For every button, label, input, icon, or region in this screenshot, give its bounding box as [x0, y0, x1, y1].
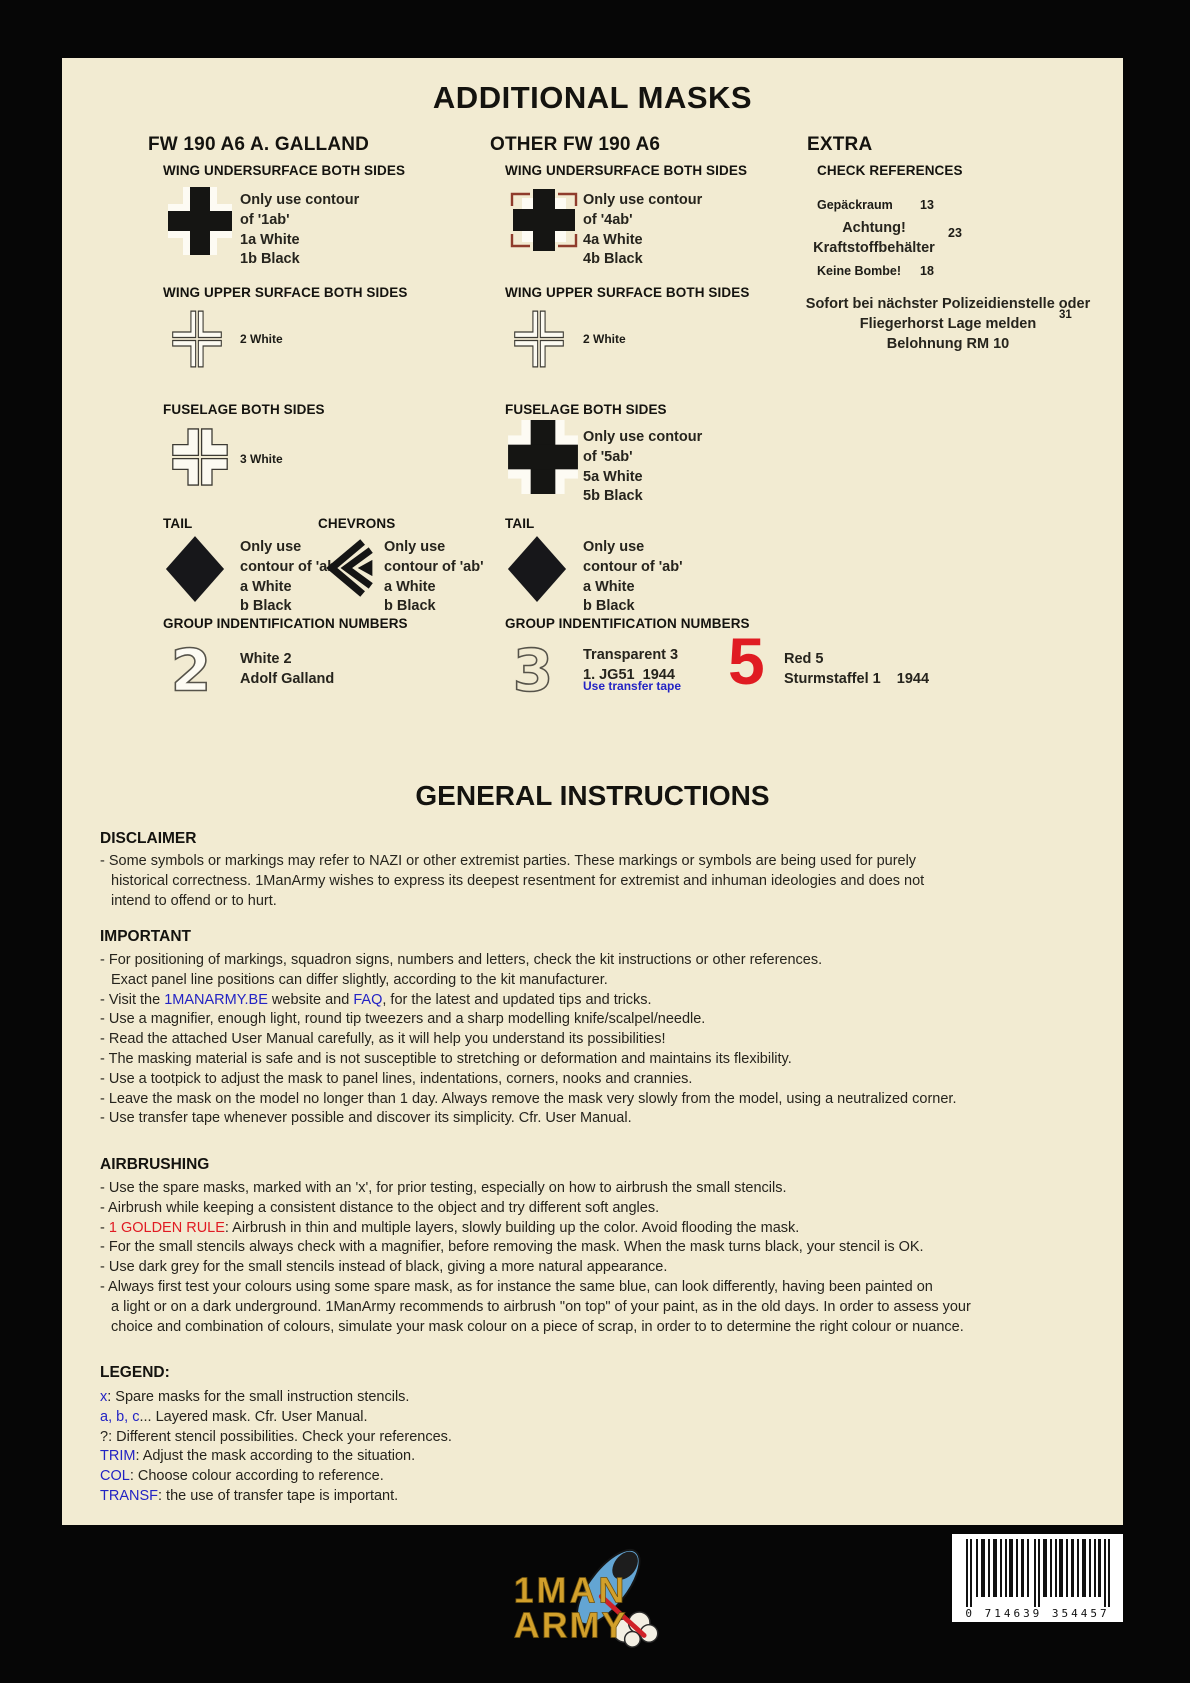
text-line: Only use contour — [583, 192, 703, 208]
section-heading-chevrons: CHEVRONS — [318, 516, 396, 531]
text-line: historical correctness. 1ManArmy wishes to express its deepest resentment for extremist and inhuman ideologies and does not — [111, 872, 925, 889]
section-heading-tail: TAIL — [505, 516, 535, 531]
mask-note — [240, 650, 334, 690]
text-line: Achtung! — [842, 220, 906, 236]
column-title-extra: EXTRA — [807, 134, 873, 155]
mask-note — [240, 191, 359, 270]
text-segment: : Choose colour according to reference. — [129, 1468, 384, 1485]
text-line: - Leave the mask on the model no longer than 1 day. Always remove the mask very slowly from the model, using a neutralized corner. — [100, 1090, 957, 1107]
mask-note — [784, 650, 929, 690]
airbrushing-text — [100, 1179, 1095, 1337]
text-line: - The masking material is safe and is not susceptible to stretching or deformation and maintains its flexibility. — [100, 1050, 792, 1067]
text-line: Transparent 3 — [583, 647, 679, 663]
text-line: choice and combination of colours, simulate your mask colour on a piece of scrap, in order to to determine the right colour or nuance. — [111, 1318, 964, 1335]
reference-number: 31 — [1059, 309, 1072, 321]
text-line: - Read the attached User Manual carefully, as it will help you understand its possibilities! — [100, 1031, 666, 1048]
text-line: Fliegerhorst Lage melden — [859, 315, 1037, 332]
text-line: 5b Black — [583, 488, 643, 505]
text-line: Sturmstaffel 1 1944 — [784, 670, 930, 687]
logo-text-line1: 1MAN — [513, 1569, 628, 1611]
tail-diamond-icon — [164, 534, 226, 604]
text-line: a light or on a dark underground. 1ManArmy recommends to airbrush "on top" of your paint, as in the old days. In order to assess your — [111, 1298, 971, 1315]
text-line: b Black — [384, 598, 436, 615]
text-line: Adolf Galland — [240, 670, 335, 687]
text-segment: 1 GOLDEN RULE — [108, 1219, 225, 1236]
text-line: b Black — [583, 598, 635, 615]
text-line: Belohnung RM 10 — [886, 335, 1010, 352]
text-line: Kraftstoffbehälter — [813, 239, 935, 256]
important-text — [100, 951, 1095, 1129]
disclaimer-text — [100, 852, 1095, 911]
reference-label — [810, 219, 938, 259]
section-heading-wing-upper: WING UPPER SURFACE BOTH SIDES — [505, 285, 750, 300]
section-heading-fuselage: FUSELAGE BOTH SIDES — [505, 402, 667, 417]
chevrons-icon — [322, 536, 374, 600]
one-man-army-logo — [500, 1538, 685, 1650]
reference-number: 18 — [920, 264, 934, 278]
text-line: ?: Different stencil possibilities. Check your references. — [100, 1428, 452, 1445]
airbrushing-heading: AIRBRUSHING — [100, 1156, 210, 1173]
text-line: - Airbrush while keeping a consistent distance to the object and try different soft angles. — [100, 1199, 660, 1216]
text-line: 5a White — [583, 468, 643, 485]
text-line: - Always first test your colours using some spare mask, as for instance the same blue, can look differently, having been painted on — [100, 1278, 933, 1295]
text-line — [100, 1487, 1095, 1507]
text-line: of '4ab' — [583, 211, 633, 228]
barcode-digits: 0 714639 354457 — [965, 1607, 1110, 1620]
text-line: 4a White — [583, 231, 643, 248]
text-line: Only use — [583, 539, 645, 555]
text-line: a White — [240, 578, 292, 595]
text-line — [100, 1467, 1095, 1487]
section-heading-wing-undersurface: WING UNDERSURFACE BOTH SIDES — [505, 163, 748, 178]
red-numeral-5: 5 — [728, 624, 765, 698]
reference-label: Gepäckraum — [817, 198, 893, 212]
reference-label — [802, 295, 1094, 354]
text-line: - Use transfer tape whenever possible and discover its simplicity. Cfr. User Manual. — [100, 1110, 632, 1127]
text-line — [100, 1219, 1095, 1239]
text-segment: : Airbrush in thin and multiple layers, slowly building up the color. Avoid flooding the mask. — [224, 1219, 800, 1236]
balkenkreuz-white-outline-icon — [168, 187, 232, 255]
text-segment: , for the latest and updated tips and tricks. — [382, 991, 652, 1008]
text-line: Only use contour — [583, 429, 703, 445]
section-heading-fuselage: FUSELAGE BOTH SIDES — [163, 402, 325, 417]
reference-number: 23 — [948, 226, 962, 240]
text-segment: ... Layered mask. Cfr. User Manual. — [139, 1408, 368, 1425]
mask-note — [384, 538, 484, 617]
text-line: - For positioning of markings, squadron signs, numbers and letters, check the kit instructions or other references. — [100, 952, 823, 968]
text-line — [100, 1388, 1095, 1408]
mask-note — [583, 538, 683, 617]
text-line — [100, 1447, 1095, 1467]
text-segment: : Adjust the mask according to the situation. — [135, 1448, 416, 1465]
mask-note — [583, 191, 702, 270]
text-line: intend to offend or to hurt. — [111, 892, 277, 909]
reference-label: Keine Bombe! — [817, 264, 902, 278]
text-line: 1. JG51 1944 — [583, 666, 675, 683]
section-heading-wing-upper: WING UPPER SURFACE BOTH SIDES — [163, 285, 408, 300]
legend-text — [100, 1388, 1095, 1507]
section-heading-group-numbers: GROUP INDENTIFICATION NUMBERS — [163, 616, 408, 631]
outline-cross-icon — [512, 308, 566, 370]
text-segment: website and — [267, 991, 354, 1008]
outline-numeral-2 — [168, 636, 214, 700]
text-segment: : the use of transfer tape is important. — [158, 1487, 399, 1504]
text-line: contour of 'ab' — [240, 558, 340, 575]
transfer-tape-note: Use transfer tape — [583, 679, 682, 693]
section-heading-check-references: CHECK REFERENCES — [817, 163, 963, 178]
section-heading-tail: TAIL — [163, 516, 193, 531]
column-title-galland: FW 190 A6 A. GALLAND — [148, 134, 370, 155]
mask-label: 2 White — [240, 332, 283, 346]
text-segment: COL — [100, 1468, 130, 1485]
text-line — [100, 991, 1095, 1011]
text-line: contour of 'ab' — [384, 558, 484, 575]
page-title: ADDITIONAL MASKS — [432, 80, 753, 115]
tail-diamond-icon — [506, 534, 568, 604]
mask-label: 2 White — [583, 332, 626, 346]
svg-text:2: 2 — [170, 636, 212, 700]
text-line: a White — [384, 578, 436, 595]
barcode — [952, 1534, 1123, 1622]
section-heading-group-numbers: GROUP INDENTIFICATION NUMBERS — [505, 616, 750, 631]
svg-text:3: 3 — [512, 636, 554, 700]
white-corner-cross-icon — [168, 424, 232, 490]
text-line: 1a White — [240, 231, 300, 248]
mask-note — [583, 428, 702, 507]
text-line: - Use a tootpick to adjust the mask to panel lines, indentations, corners, nooks and crannies. — [100, 1070, 693, 1087]
important-heading: IMPORTANT — [100, 928, 191, 945]
text-line: b Black — [240, 598, 292, 615]
text-line: - Use the spare masks, marked with an 'x', for prior testing, especially on how to airbrush the small stencils. — [100, 1180, 787, 1196]
balkenkreuz-white-outline-icon — [508, 420, 578, 494]
text-segment: : Spare masks for the small instruction stencils. — [107, 1389, 410, 1405]
instruction-sheet — [62, 58, 1123, 1525]
inline-link[interactable]: FAQ — [353, 991, 383, 1008]
column-title-other: OTHER FW 190 A6 — [490, 134, 661, 155]
section-heading-wing-undersurface: WING UNDERSURFACE BOTH SIDES — [163, 163, 406, 178]
text-line: 1b Black — [240, 251, 300, 268]
text-segment: - Visit the — [100, 991, 165, 1008]
outline-numeral-3 — [510, 636, 556, 700]
text-segment: a, b, c — [100, 1408, 140, 1425]
text-line: Red 5 — [784, 651, 824, 667]
text-line: contour of 'ab' — [583, 558, 683, 575]
text-line: Exact panel line positions can differ slightly, according to the kit manufacturer. — [111, 971, 608, 988]
text-line: a White — [583, 578, 635, 595]
inline-link[interactable]: 1MANARMY.BE — [164, 991, 268, 1008]
logo-text-line2: ARMY — [513, 1604, 628, 1646]
reference-number: 13 — [920, 198, 934, 212]
text-line: of '1ab' — [240, 211, 290, 228]
text-segment: TRIM — [100, 1448, 136, 1465]
text-line: Only use — [384, 539, 446, 555]
text-line: Only use contour — [240, 192, 360, 208]
legend-heading: LEGEND: — [100, 1364, 170, 1381]
text-line: Sofort bei nächster Polizeidienstelle oder — [805, 296, 1091, 312]
text-line: - Use dark grey for the small stencils instead of black, giving a more natural appearance. — [100, 1259, 668, 1276]
outline-cross-icon — [170, 308, 224, 370]
disclaimer-heading: DISCLAIMER — [100, 830, 197, 847]
balkenkreuz-red-corners-icon — [510, 186, 578, 254]
text-line: of '5ab' — [583, 448, 633, 465]
text-segment: - — [100, 1219, 109, 1236]
text-line: - Some symbols or markings may refer to NAZI or other extremist parties. These markings or symbols are being used for purely — [100, 853, 917, 869]
text-line: 4b Black — [583, 251, 643, 268]
text-segment: TRANSF — [100, 1487, 158, 1504]
text-line: White 2 — [240, 651, 292, 667]
instructions-title: GENERAL INSTRUCTIONS — [415, 780, 770, 811]
text-line: Only use — [240, 539, 302, 555]
text-line — [100, 1408, 1095, 1428]
text-line: - For the small stencils always check with a magnifier, before removing the mask. When the mask turns black, your stencil is OK. — [100, 1239, 924, 1256]
mask-label: 3 White — [240, 452, 283, 466]
text-segment: x — [100, 1389, 108, 1405]
text-line: - Use a magnifier, enough light, round tip tweezers and a sharp modelling knife/scalpel/needle. — [100, 1011, 706, 1028]
